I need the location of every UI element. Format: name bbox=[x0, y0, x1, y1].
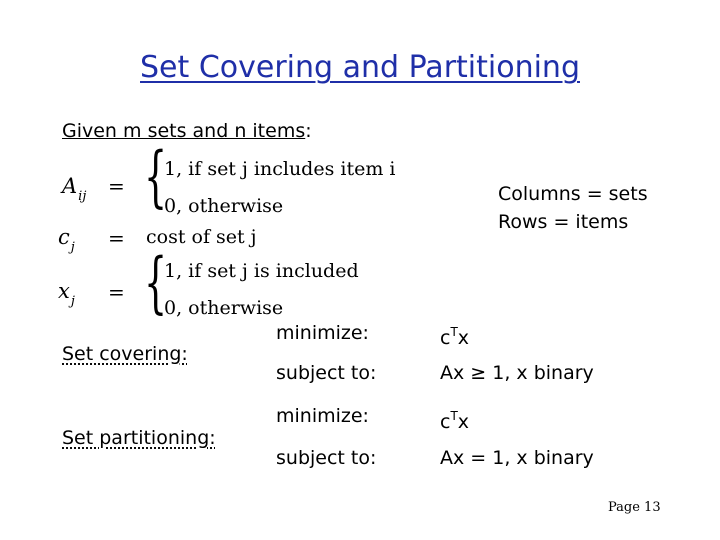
x-equals: = bbox=[108, 280, 125, 304]
partitioning-obj-c: c bbox=[440, 411, 451, 433]
a-case-1: 1, if set j includes item i bbox=[164, 158, 396, 180]
a-brace: { bbox=[144, 138, 168, 215]
page-number: Page 13 bbox=[608, 500, 661, 515]
a-equals: = bbox=[108, 174, 125, 198]
x-case-2: 0, otherwise bbox=[164, 297, 284, 319]
a-case-2: 0, otherwise bbox=[164, 195, 284, 217]
covering-objective bbox=[440, 327, 469, 349]
x-symbol: x bbox=[58, 279, 70, 303]
partitioning-obj-x: x bbox=[457, 411, 470, 433]
a-subscript: ij bbox=[78, 189, 87, 204]
c-subscript: j bbox=[70, 240, 75, 255]
covering-subject-label: subject to: bbox=[276, 362, 377, 384]
a-variable bbox=[62, 174, 87, 204]
set-covering-label: Set covering: bbox=[62, 343, 188, 365]
columns-note: Columns = sets bbox=[498, 183, 648, 205]
x-subscript: j bbox=[70, 294, 75, 309]
x-brace: { bbox=[144, 244, 168, 321]
covering-obj-transpose: T bbox=[450, 325, 458, 339]
partitioning-objective bbox=[440, 411, 469, 433]
partitioning-constraint: Ax = 1, x binary bbox=[440, 447, 594, 469]
set-partitioning-label: Set partitioning: bbox=[62, 427, 216, 449]
covering-obj-x: x bbox=[457, 327, 470, 349]
partitioning-obj-transpose: T bbox=[450, 409, 458, 423]
given-colon: : bbox=[305, 120, 312, 142]
rows-note: Rows = items bbox=[498, 211, 629, 233]
c-symbol: c bbox=[58, 225, 70, 249]
c-definition: cost of set j bbox=[146, 226, 257, 248]
c-variable bbox=[58, 225, 75, 255]
slide-title: Set Covering and Partitioning bbox=[140, 50, 580, 85]
covering-constraint: Ax ≥ 1, x binary bbox=[440, 362, 594, 384]
partitioning-subject-label: subject to: bbox=[276, 447, 377, 469]
c-equals: = bbox=[108, 226, 125, 250]
given-line bbox=[62, 120, 312, 142]
x-variable bbox=[58, 279, 75, 309]
x-case-1: 1, if set j is included bbox=[164, 260, 359, 282]
given-text: Given m sets and n items bbox=[62, 120, 306, 142]
partitioning-minimize-label: minimize: bbox=[276, 405, 369, 427]
covering-minimize-label: minimize: bbox=[276, 322, 369, 344]
covering-obj-c: c bbox=[440, 327, 451, 349]
a-symbol: A bbox=[62, 174, 78, 198]
